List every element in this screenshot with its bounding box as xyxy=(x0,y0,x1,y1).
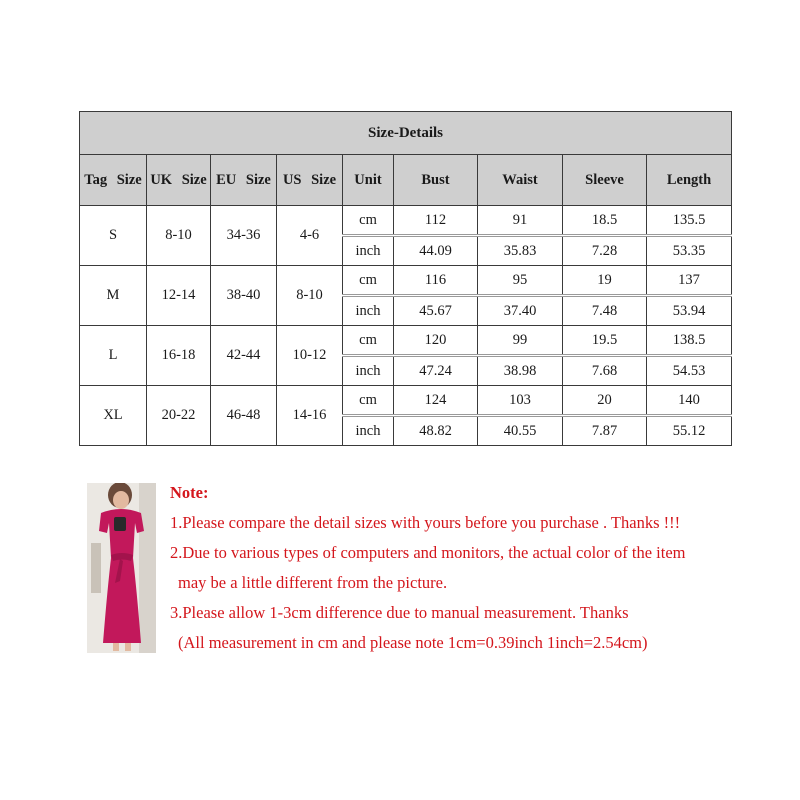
measurement-bust-cell: 48.82 xyxy=(394,416,478,446)
size-eu-cell: 46-48 xyxy=(211,386,277,446)
column-header: Sleeve xyxy=(563,155,647,206)
column-header: Length xyxy=(647,155,732,206)
size-uk-cell: 16-18 xyxy=(147,326,211,386)
measurement-sleeve-cell: 7.28 xyxy=(563,236,647,266)
measurement-waist-cell: 37.40 xyxy=(478,296,563,326)
measurement-length-cell: 53.94 xyxy=(647,296,732,326)
note-line-2: 2.Due to various types of computers and monitors, the actual color of the item xyxy=(170,543,686,562)
measurement-bust-cell: 124 xyxy=(394,386,478,416)
note-line-4: (All measurement in cm and please note 1cm=0.39inch 1inch=2.54cm) xyxy=(178,633,648,652)
column-header: Unit xyxy=(343,155,394,206)
measurement-unit-cell: inch xyxy=(343,296,394,326)
column-header: UK Size xyxy=(147,155,211,206)
measurement-waist-cell: 91 xyxy=(478,206,563,236)
size-uk-cell: 12-14 xyxy=(147,266,211,326)
measurement-unit-cell: cm xyxy=(343,266,394,296)
measurement-length-cell: 54.53 xyxy=(647,356,732,386)
measurement-length-cell: 135.5 xyxy=(647,206,732,236)
size-uk-cell: 8-10 xyxy=(147,206,211,266)
measurement-unit-cell: cm xyxy=(343,206,394,236)
column-header: US Size xyxy=(277,155,343,206)
measurement-unit-cell: cm xyxy=(343,326,394,356)
measurement-bust-cell: 45.67 xyxy=(394,296,478,326)
table-row xyxy=(80,266,732,296)
measurement-length-cell: 138.5 xyxy=(647,326,732,356)
measurement-bust-cell: 47.24 xyxy=(394,356,478,386)
measurement-bust-cell: 112 xyxy=(394,206,478,236)
table-header-row xyxy=(80,155,732,206)
measurement-sleeve-cell: 20 xyxy=(563,386,647,416)
measurement-bust-cell: 44.09 xyxy=(394,236,478,266)
dress-model-icon xyxy=(87,483,156,653)
measurement-length-cell: 137 xyxy=(647,266,732,296)
size-us-cell: 8-10 xyxy=(277,266,343,326)
size-details-table xyxy=(79,111,732,446)
note-line-1: 1.Please compare the detail sizes with yours before you purchase . Thanks !!! xyxy=(170,513,681,532)
measurement-sleeve-cell: 7.87 xyxy=(563,416,647,446)
column-header: Bust xyxy=(394,155,478,206)
measurement-sleeve-cell: 18.5 xyxy=(563,206,647,236)
size-tag-cell: L xyxy=(80,326,147,386)
column-header: EU Size xyxy=(211,155,277,206)
measurement-sleeve-cell: 7.68 xyxy=(563,356,647,386)
measurement-waist-cell: 103 xyxy=(478,386,563,416)
measurement-bust-cell: 116 xyxy=(394,266,478,296)
table-title: Size-Details xyxy=(80,112,732,155)
size-us-cell: 10-12 xyxy=(277,326,343,386)
measurement-unit-cell: inch xyxy=(343,236,394,266)
note-line-2-continued: may be a little different from the picture. xyxy=(178,573,448,592)
column-header: Tag Size xyxy=(80,155,147,206)
table-row xyxy=(80,326,732,356)
note-title: Note: xyxy=(170,483,209,502)
dress-model-photo xyxy=(87,483,156,653)
size-eu-cell: 42-44 xyxy=(211,326,277,386)
measurement-length-cell: 53.35 xyxy=(647,236,732,266)
note-line-3: 3.Please allow 1-3cm difference due to manual measurement. Thanks xyxy=(170,603,629,622)
size-us-cell: 4-6 xyxy=(277,206,343,266)
size-tag-cell: XL xyxy=(80,386,147,446)
measurement-waist-cell: 38.98 xyxy=(478,356,563,386)
table-row xyxy=(80,206,732,236)
size-uk-cell: 20-22 xyxy=(147,386,211,446)
table-row xyxy=(80,386,732,416)
size-eu-cell: 34-36 xyxy=(211,206,277,266)
size-eu-cell: 38-40 xyxy=(211,266,277,326)
measurement-sleeve-cell: 19.5 xyxy=(563,326,647,356)
measurement-waist-cell: 95 xyxy=(478,266,563,296)
measurement-unit-cell: inch xyxy=(343,356,394,386)
measurement-length-cell: 55.12 xyxy=(647,416,732,446)
size-tag-cell: S xyxy=(80,206,147,266)
measurement-unit-cell: cm xyxy=(343,386,394,416)
column-header: Waist xyxy=(478,155,563,206)
measurement-unit-cell: inch xyxy=(343,416,394,446)
measurement-bust-cell: 120 xyxy=(394,326,478,356)
measurement-waist-cell: 40.55 xyxy=(478,416,563,446)
measurement-waist-cell: 35.83 xyxy=(478,236,563,266)
measurement-sleeve-cell: 7.48 xyxy=(563,296,647,326)
size-us-cell: 14-16 xyxy=(277,386,343,446)
size-tag-cell: M xyxy=(80,266,147,326)
measurement-waist-cell: 99 xyxy=(478,326,563,356)
measurement-length-cell: 140 xyxy=(647,386,732,416)
measurement-sleeve-cell: 19 xyxy=(563,266,647,296)
